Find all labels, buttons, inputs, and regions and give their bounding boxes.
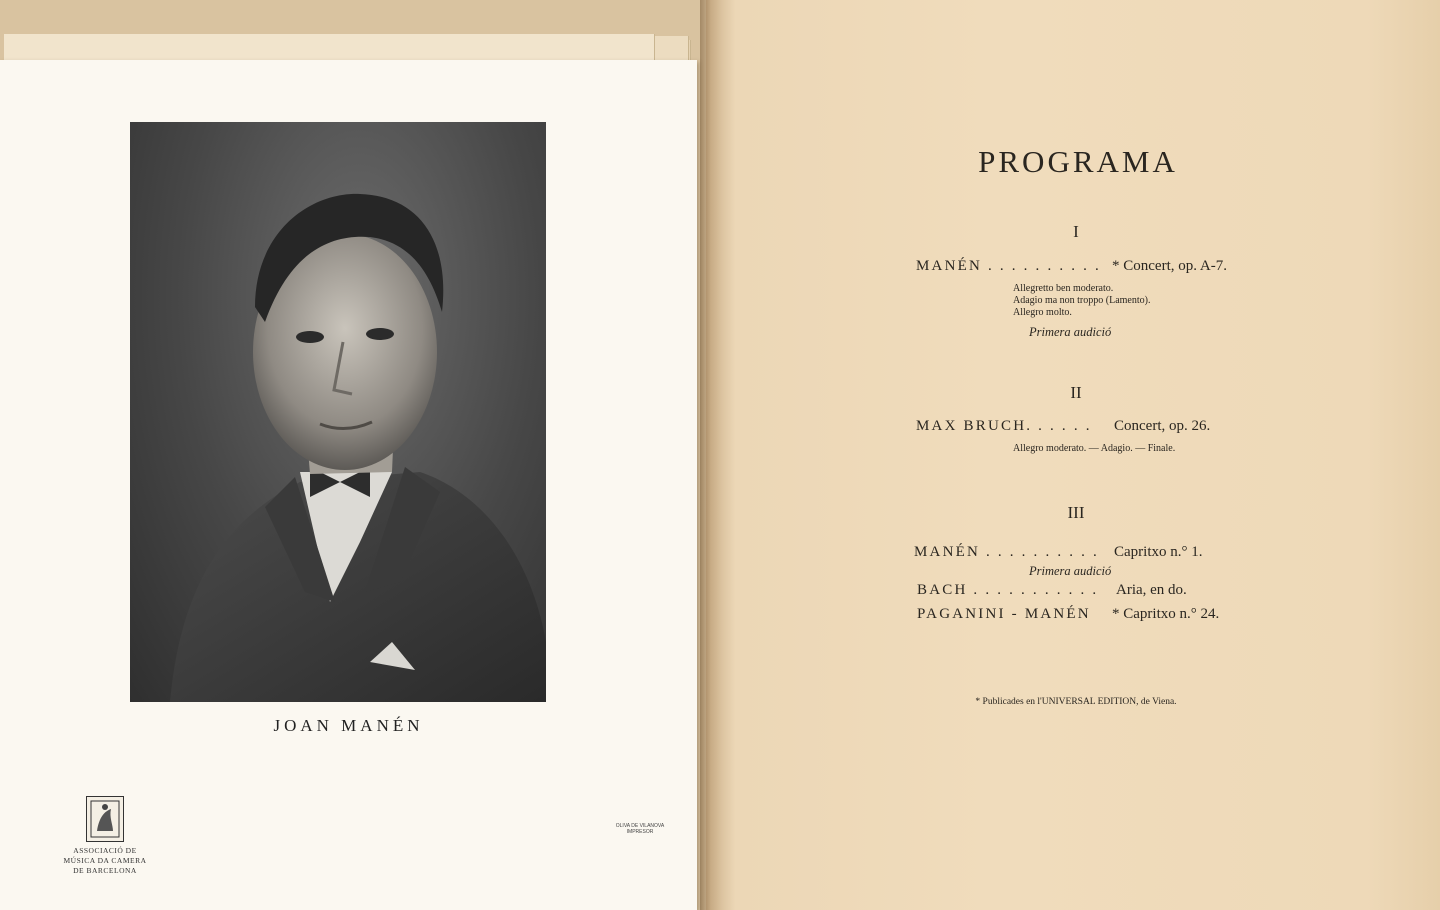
work-title: Capritxo n.° 1. bbox=[1114, 544, 1203, 560]
movement-line: Allegro moderato. — Adagio. — Finale. bbox=[1013, 443, 1176, 454]
program-page bbox=[706, 0, 1440, 910]
premiere-note: Primera audició bbox=[1029, 325, 1112, 339]
printer-imprint bbox=[608, 823, 672, 835]
movement-line: Allegro molto. bbox=[1013, 307, 1072, 318]
printer-line: IMPRESOR bbox=[626, 829, 654, 835]
program-title: PROGRAMA bbox=[978, 144, 1178, 179]
composer-name: BACH . . . . . . . . . . . bbox=[917, 582, 1099, 598]
section-numeral: I bbox=[1073, 222, 1079, 241]
association-name bbox=[50, 846, 160, 876]
portrait-page bbox=[0, 60, 697, 910]
work-title: * Concert, op. A-7. bbox=[1112, 258, 1227, 274]
footnote: * Publicades en l'UNIVERSAL EDITION, de Viena. bbox=[975, 697, 1177, 707]
composer-name: PAGANINI - MANÉN bbox=[917, 606, 1091, 622]
movement-line: Adagio ma non troppo (Lamento). bbox=[1013, 295, 1151, 306]
association-logo-icon bbox=[86, 796, 124, 842]
portrait-caption: JOAN MANÉN bbox=[273, 716, 424, 735]
association-line: ASSOCIACIÓ DE bbox=[73, 846, 137, 855]
association-line: MÚSICA DA CAMERA bbox=[63, 856, 147, 865]
book-spine bbox=[700, 0, 722, 910]
section-numeral: III bbox=[1067, 503, 1085, 522]
work-title: Concert, op. 26. bbox=[1114, 418, 1211, 434]
composer-name: MANÉN . . . . . . . . . . bbox=[916, 258, 1101, 274]
work-title: * Capritxo n.° 24. bbox=[1112, 606, 1220, 622]
association-line: DE BARCELONA bbox=[73, 866, 137, 875]
work-title: Aria, en do. bbox=[1116, 582, 1187, 598]
composer-name: MAX BRUCH. . . . . . bbox=[916, 418, 1092, 434]
printer-line: OLIVA DE VILANOVA bbox=[615, 823, 665, 829]
portrait-illustration bbox=[130, 122, 546, 702]
premiere-note: Primera audició bbox=[1029, 564, 1112, 578]
movement-line: Allegretto ben moderato. bbox=[1013, 283, 1114, 294]
composer-name: MANÉN . . . . . . . . . . bbox=[914, 544, 1099, 560]
section-numeral: II bbox=[1070, 383, 1082, 402]
portrait-photo bbox=[130, 122, 546, 702]
